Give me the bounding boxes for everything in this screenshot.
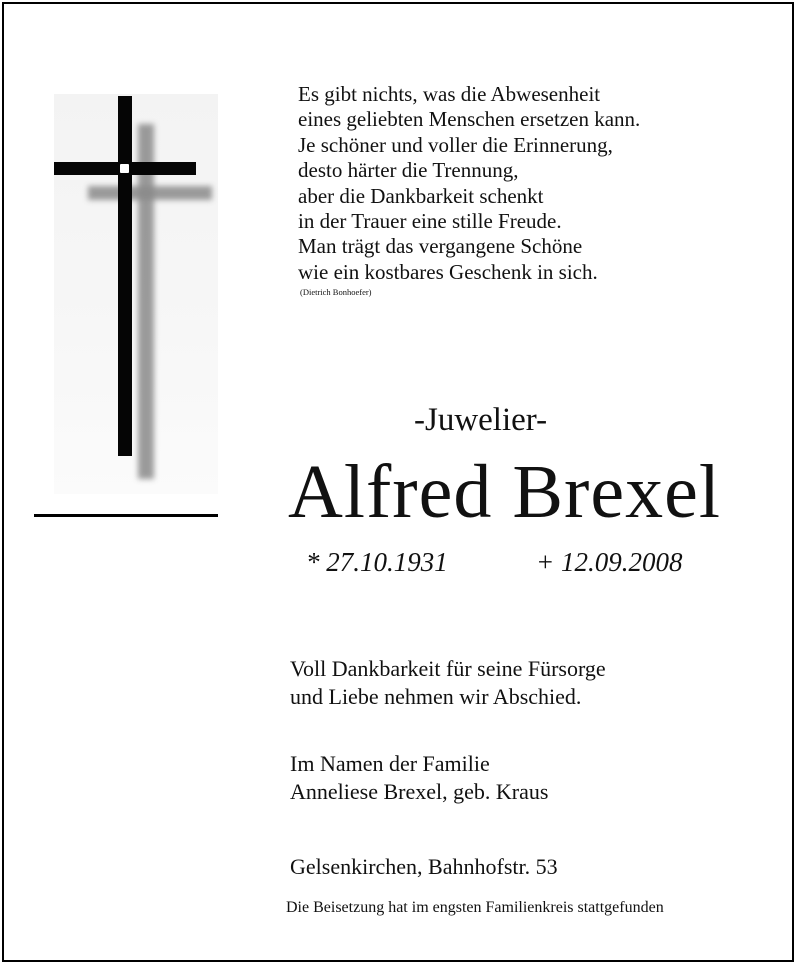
poem-line: in der Trauer eine stille Freude. [298,209,562,234]
address-line: Gelsenkirchen, Bahnhofstr. 53 [290,854,558,879]
burial-note: Die Beisetzung hat im engsten Familienkreis stattgefunden [286,899,664,916]
deceased-name: Alfred Brexel [288,450,721,534]
poem-line: Es gibt nichts, was die Abwesenheit [298,82,601,106]
poem-line: aber die Dankbarkeit schenkt [298,183,544,208]
thanks-line: Voll Dankbarkeit für seine Fürsorge [290,656,606,681]
birth-date: * 27.10.1931 [306,547,448,577]
thanks-line: und Liebe nehmen wir Abschied. [290,684,582,709]
poem [298,82,758,298]
poem-line: desto härter die Trennung, [298,158,519,183]
family-line: Anneliese Brexel, geb. Kraus [290,779,549,804]
cross-vertical-beam [118,96,132,456]
life-dates [306,547,683,578]
address [290,853,558,881]
death-date: + 12.09.2008 [536,547,683,577]
family-signature [290,750,548,806]
cross-shadow-horizontal [88,186,212,200]
cross-background [54,94,218,494]
poem-line: Man trägt das vergangene Schöne [298,234,583,259]
poem-line: eines geliebten Menschen ersetzen kann. [298,107,641,132]
thanks-paragraph [290,655,606,711]
poem-attribution: (Dietrich Bonhoefer) [300,287,372,298]
deceased-profession: -Juwelier- [414,402,548,438]
cross-shadow-vertical [138,124,154,479]
cross-icon [54,94,218,494]
poem-line: Je schöner und voller die Erinnerung, [298,132,613,157]
cross-center-highlight [120,164,129,173]
poem-line: wie ein kostbares Geschenk in sich. [298,259,598,284]
family-line: Im Namen der Familie [290,751,490,776]
divider-rule [34,514,218,517]
